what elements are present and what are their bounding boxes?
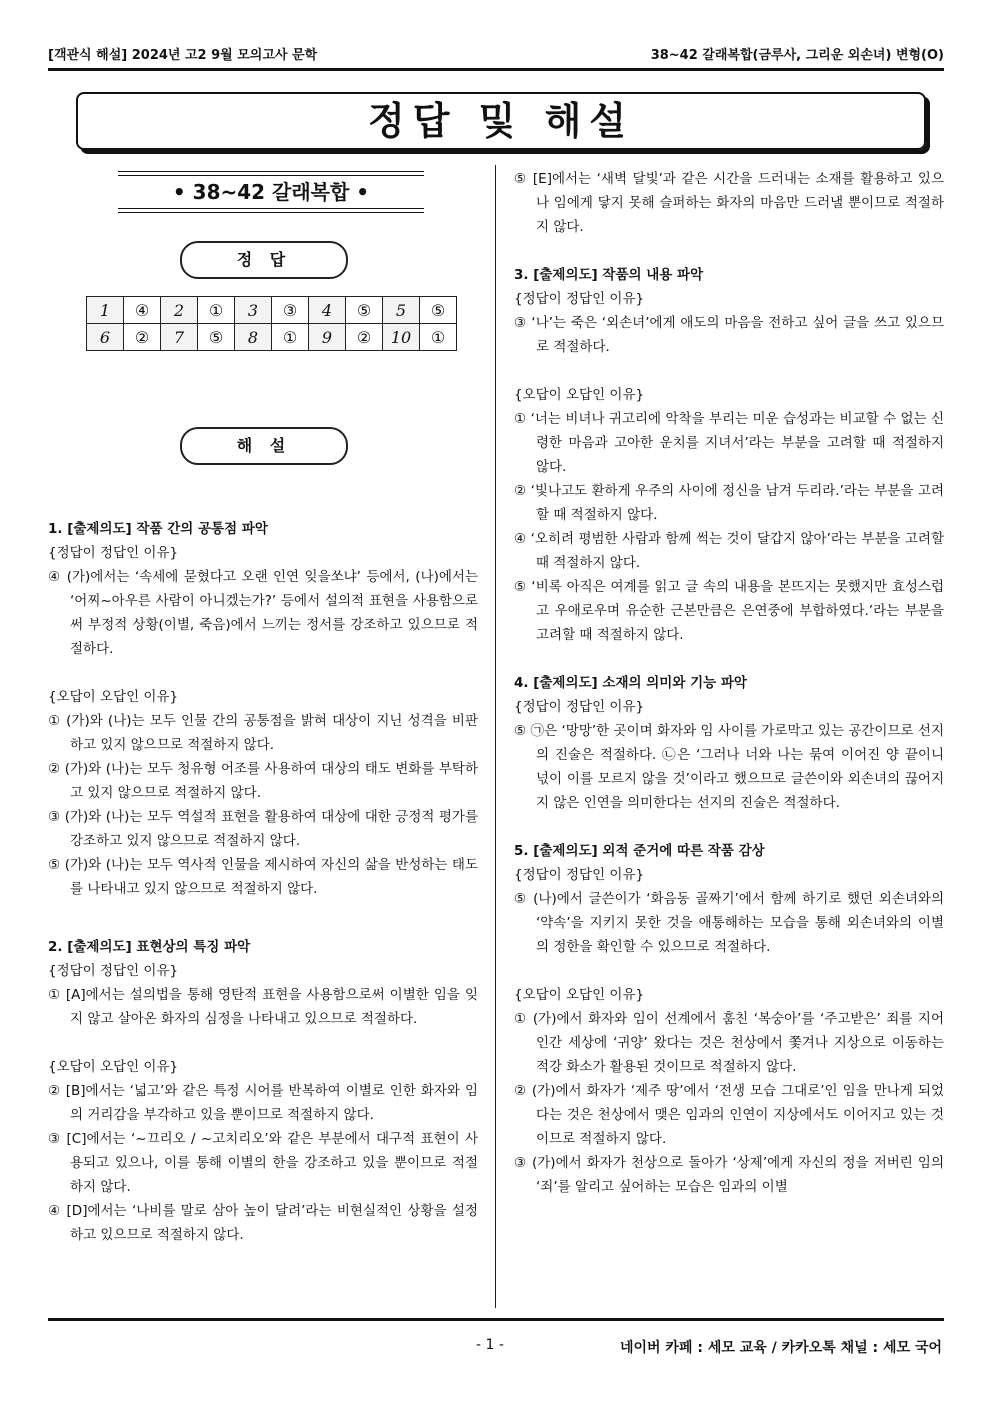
section-title: • 38~42 갈래복합 • [118,171,424,213]
answer-number: 5 [383,297,420,324]
q1-wrong-2: ② (가)와 (나)는 모두 청유형 어조를 사용하여 대상의 태도 변화를 부탁하고 있지 않으므로 적절하지 않다. [48,761,478,801]
correct-reason-label: {정답이 정답인 이유} [48,963,179,979]
answer-number: 3 [235,297,272,324]
q1-heading: 1. [출제의도] 작품 간의 공통점 파악 [48,521,268,537]
q3-heading: 3. [출제의도] 작품의 내용 파악 [514,267,704,283]
q1-wrong-1: ① (가)와 (나)는 모두 인물 간의 공통점을 밝혀 대상이 지닌 성격을 비판하고 있지 않으므로 적절하지 않다. [48,713,478,753]
wrong-reason-label: {오답이 오답인 이유} [514,987,645,1003]
q3-wrong-4: ④ ‘오히려 평범한 사람과 함께 썩는 것이 달갑지 않아’라는 부분을 고려할 때 적절하지 않다. [514,531,944,571]
answer-value: ⑤ [346,297,383,324]
q1-wrong-5: ⑤ (가)와 (나)는 모두 역사적 인물을 제시하여 자신의 삶을 반성하는 태도를 나타내고 있지 않으므로 적절하지 않다. [48,857,478,897]
wrong-reason-label: {오답이 오답인 이유} [48,689,179,705]
explanation-label: 해 설 [180,427,348,465]
q3-wrong-1: ① ‘너는 비녀나 귀고리에 악착을 부리는 미운 습성과는 비교할 수 없는 신령한 마음과 고아한 운치를 지녀서’라는 부분을 고려할 때 적절하지 않다. [514,411,944,475]
q1-wrong-3: ③ (가)와 (나)는 모두 역설적 표현을 활용하여 대상에 대한 긍정적 평가를 강조하고 있지 않으므로 적절하지 않다. [48,809,478,849]
spacer [48,1031,478,1055]
answer-number: 4 [309,297,346,324]
answer-row [87,297,457,324]
answer-number: 9 [309,324,346,351]
correct-reason-label: {정답이 정답인 이유} [48,545,179,561]
answer-value: ⑤ [198,324,235,351]
spacer [514,359,944,383]
q1-correct: ④ (가)에서는 ‘속세에 묻혔다고 오랜 인연 잊을쏘냐’ 등에서, (나)에서는 ‘어찌~아우른 사람이 아니겠는가?’ 등에서 설의적 표현을 사용함으로써 부정적 상황(이별, 죽음)에서 느끼는 정서를 강조하고 있으므로 적절하다. [48,569,478,657]
spacer [48,661,478,685]
answer-number: 10 [383,324,420,351]
answer-number: 2 [161,297,198,324]
right-column [514,167,944,1199]
q5-wrong-3: ③ (가)에서 화자가 천상으로 돌아가 ‘상제’에게 자신의 정을 저버린 임의 ‘죄’를 알리고 싶어하는 모습은 임과의 이별 [514,1155,944,1195]
page-number: - 1 - [476,1337,504,1353]
page-header [48,44,944,64]
q5-correct: ⑤ (나)에서 글쓴이가 ‘화음동 골짜기’에서 함께 하기로 했던 외손녀와의 ‘약속’을 지키지 못한 것을 애통해하는 모습을 통해 외손녀와의 이별의 정한을 확인할 수 있으므로 적절하다. [514,891,944,955]
header-divider [48,68,944,71]
correct-reason-label: {정답이 정답인 이유} [514,867,645,883]
spacer [48,901,478,925]
answer-number: 6 [87,324,124,351]
answer-value: ② [346,324,383,351]
footer-credits: 네이버 카페 : 세모 교육 / 카카오톡 채널 : 세모 국어 [619,1340,942,1356]
q4-heading: 4. [출제의도] 소재의 의미와 기능 파악 [514,675,747,691]
page-title: 정답 및 해설 [76,92,926,150]
answer-value: ① [420,324,457,351]
q2-wrong-3: ③ [C]에서는 ‘~끄리오 / ~고치리오’와 같은 부분에서 대구적 표현이 사용되고 있으나, 이를 통해 이별의 한을 강조하고 있을 뿐이므로 적절하지 않다. [48,1131,478,1195]
answer-value: ① [198,297,235,324]
q2-wrong-2: ② [B]에서는 ‘넓고’와 같은 특정 시어를 반복하여 이별로 인한 화자와 임의 거리감을 부각하고 있을 뿐이므로 적절하지 않다. [48,1083,478,1123]
correct-reason-label: {정답이 정답인 이유} [514,699,645,715]
q2-correct: ① [A]에서는 설의법을 통해 영탄적 표현을 사용함으로써 이별한 임을 잊지 않고 살아온 화자의 심정을 나타내고 있으므로 적절하다. [48,987,478,1027]
answer-number: 8 [235,324,272,351]
spacer [514,815,944,839]
answer-value: ② [124,324,161,351]
spacer [514,239,944,263]
answer-number: 7 [161,324,198,351]
q5-wrong-2: ② (가)에서 화자가 ‘제주 땅’에서 ‘전생 모습 그대로’인 임을 만나게 되었다는 것은 천상에서 맺은 임과의 인연이 지상에서도 이어지고 있는 것이므로 적절하지 않다. [514,1083,944,1147]
header-right: 38~42 갈래복합(금루사, 그리운 외손녀) 변형(O) [650,48,944,63]
q2-heading: 2. [출제의도] 표현상의 특징 파악 [48,939,251,955]
answer-row [87,324,457,351]
q2-wrong-4: ④ [D]에서는 ‘나비를 말로 삼아 높이 달려’라는 비현실적인 상황을 설정하고 있으므로 적절하지 않다. [48,1203,478,1243]
answer-value: ③ [272,297,309,324]
q4-correct: ⑤ ㉠은 ‘망망’한 곳이며 화자와 임 사이를 가로막고 있는 공간이므로 선지의 진술은 적절하다. ㉡은 ‘그러나 너와 나는 묶여 이어진 양 끝이니 넋이 이를 모르지 않을 것’이라고 했으므로 글쓴이와 외손녀의 끊어지지 않은 인연을 의미한다는 선지의 진술은 적절하다. [514,723,944,811]
spacer [514,959,944,983]
answer-table [86,296,457,351]
column-divider [495,165,496,1308]
answer-value: ① [272,324,309,351]
header-left: [객관식 해설] 2024년 고2 9월 모의고사 문학 [48,48,318,63]
footer-divider [48,1318,944,1321]
answer-value: ④ [124,297,161,324]
spacer [514,647,944,671]
q2-wrong-5: ⑤ [E]에서는 ‘새벽 달빛’과 같은 시간을 드러내는 소재를 활용하고 있으나 임에게 닿지 못해 슬퍼하는 화자의 마음만 드러낼 뿐이므로 적절하지 않다. [514,171,944,235]
left-column [48,517,478,1247]
answer-value: ⑤ [420,297,457,324]
q5-heading: 5. [출제의도] 외적 준거에 따른 작품 감상 [514,843,765,859]
wrong-reason-label: {오답이 오답인 이유} [514,387,645,403]
q3-wrong-2: ② ‘빛나고도 환하게 우주의 사이에 정신을 남겨 두리라.’라는 부분을 고려할 때 적절하지 않다. [514,483,944,523]
wrong-reason-label: {오답이 오답인 이유} [48,1059,179,1075]
q5-wrong-1: ① (가)에서 화자와 임이 선계에서 훔친 ‘복숭아’를 ‘주고받은’ 죄를 지어 인간 세상에 ‘귀양’ 왔다는 것은 천상에서 쫓겨나 지상으로 이동하는 적강 화소가 활용된 것이므로 적절하지 않다. [514,1011,944,1075]
q3-wrong-5: ⑤ ‘비록 아직은 여계를 읽고 글 속의 내용을 본뜨지는 못했지만 효성스럽고 우애로우며 유순한 근본만큼은 은연중에 부합하였다.’라는 부분을 고려할 때 적절하지 않다. [514,579,944,643]
correct-reason-label: {정답이 정답인 이유} [514,291,645,307]
answer-label: 정 답 [180,241,348,279]
answer-number: 1 [87,297,124,324]
q3-correct: ③ ‘나’는 죽은 ‘외손녀’에게 애도의 마음을 전하고 싶어 글을 쓰고 있으므로 적절하다. [514,315,944,355]
